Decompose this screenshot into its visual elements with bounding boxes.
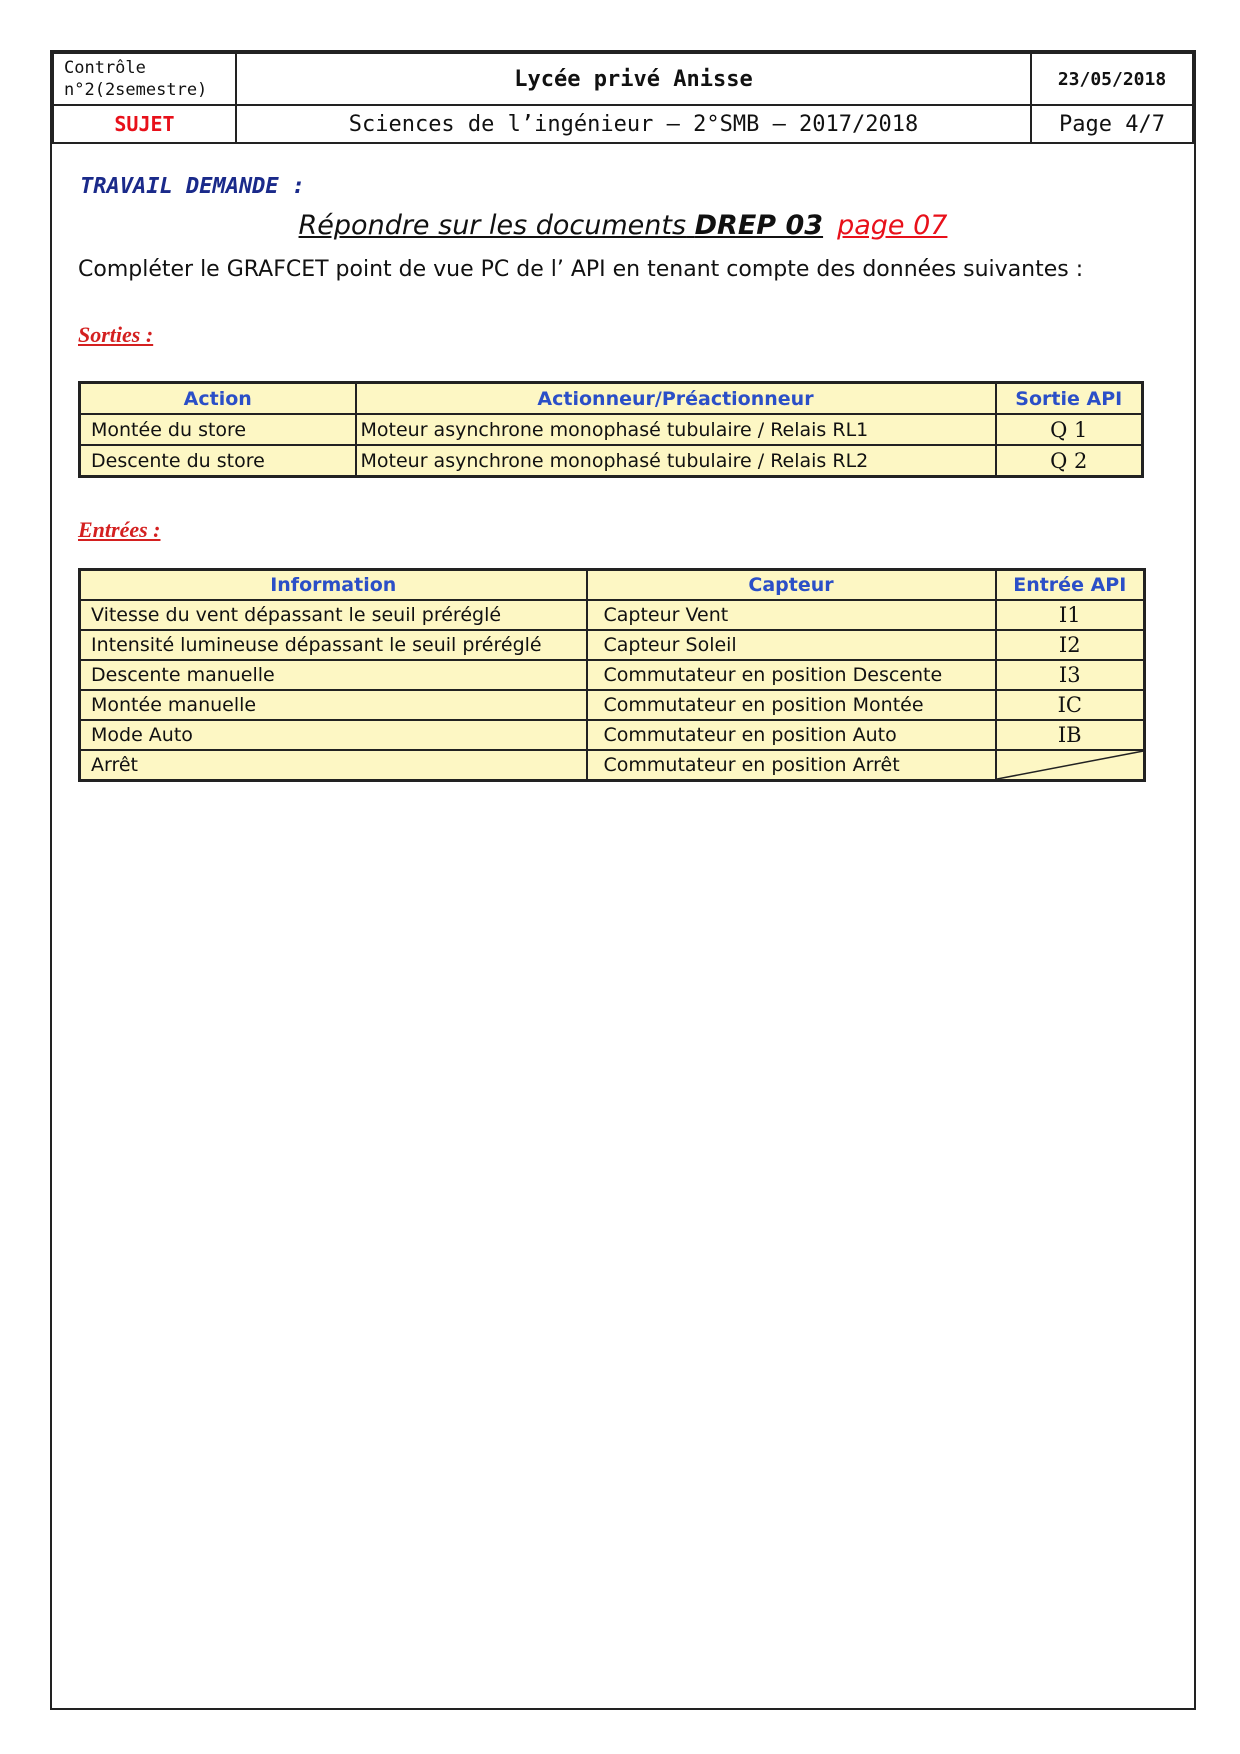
table-cell: Descente manuelle	[80, 660, 587, 690]
diagonal-line-icon	[997, 751, 1144, 779]
instruction-line	[52, 210, 1194, 241]
exam-label: Contrôle n°2(2semestre)	[53, 53, 236, 105]
table-row	[80, 445, 1143, 477]
page-number: Page 4/7	[1031, 105, 1193, 143]
table-cell: IB	[996, 720, 1145, 750]
sorties-table	[78, 381, 1144, 478]
school-name: Lycée privé Anisse	[236, 53, 1031, 105]
instruction-page: page 07	[837, 210, 948, 241]
table-cell: Mode Auto	[80, 720, 587, 750]
travail-title: TRAVAIL DEMANDE :	[80, 174, 306, 199]
page-frame	[50, 50, 1196, 1710]
instruction-prefix: Répondre sur les documents	[298, 210, 687, 241]
table-header-cell: Capteur	[587, 570, 996, 601]
table-cell: Vitesse du vent dépassant le seuil préréglé	[80, 600, 587, 630]
subject-line: Sciences de l’ingénieur – 2°SMB – 2017/2018	[236, 105, 1031, 143]
table-row	[80, 690, 1145, 720]
table-header-cell: Actionneur/Préactionneur	[356, 383, 996, 415]
table-cell: Capteur Vent	[587, 600, 996, 630]
table-cell: Descente du store	[80, 445, 356, 477]
table-header-cell: Entrée API	[996, 570, 1145, 601]
entrees-table	[78, 568, 1146, 782]
completer-text: Compléter le GRAFCET point de vue PC de l’ API en tenant compte des données suivantes :	[78, 257, 1084, 282]
table-cell: Commutateur en position Arrêt	[587, 750, 996, 781]
entrees-label: Entrées :	[78, 517, 161, 542]
table-header-cell: Action	[80, 383, 356, 415]
table-cell: I3	[996, 660, 1145, 690]
empty-diagonal-cell	[996, 750, 1145, 781]
instruction-document: DREP 03	[694, 210, 824, 241]
table-header-row	[80, 570, 1145, 601]
table-row	[80, 414, 1143, 445]
table-cell: Moteur asynchrone monophasé tubulaire / Relais RL2	[356, 445, 996, 477]
table-cell: Commutateur en position Descente	[587, 660, 996, 690]
table-cell: I2	[996, 630, 1145, 660]
table-header-cell: Information	[80, 570, 587, 601]
table-row	[80, 750, 1145, 781]
sorties-label: Sorties :	[78, 322, 154, 347]
table-cell: Commutateur en position Montée	[587, 690, 996, 720]
table-cell: IC	[996, 690, 1145, 720]
table-cell: Q 2	[996, 445, 1143, 477]
table-cell: Capteur Soleil	[587, 630, 996, 660]
table-row	[80, 720, 1145, 750]
table-row	[80, 600, 1145, 630]
table-cell: Commutateur en position Auto	[587, 720, 996, 750]
table-row	[80, 660, 1145, 690]
sujet-label: SUJET	[53, 105, 236, 143]
table-cell: I1	[996, 600, 1145, 630]
table-header-cell: Sortie API	[996, 383, 1143, 415]
table-cell: Montée manuelle	[80, 690, 587, 720]
table-row	[80, 630, 1145, 660]
table-header-row	[80, 383, 1143, 415]
table-cell: Moteur asynchrone monophasé tubulaire / Relais RL1	[356, 414, 996, 445]
table-cell: Montée du store	[80, 414, 356, 445]
table-cell: Q 1	[996, 414, 1143, 445]
exam-date: 23/05/2018	[1031, 53, 1193, 105]
header-table	[52, 52, 1194, 144]
table-cell: Intensité lumineuse dépassant le seuil préréglé	[80, 630, 587, 660]
table-cell: Arrêt	[80, 750, 587, 781]
